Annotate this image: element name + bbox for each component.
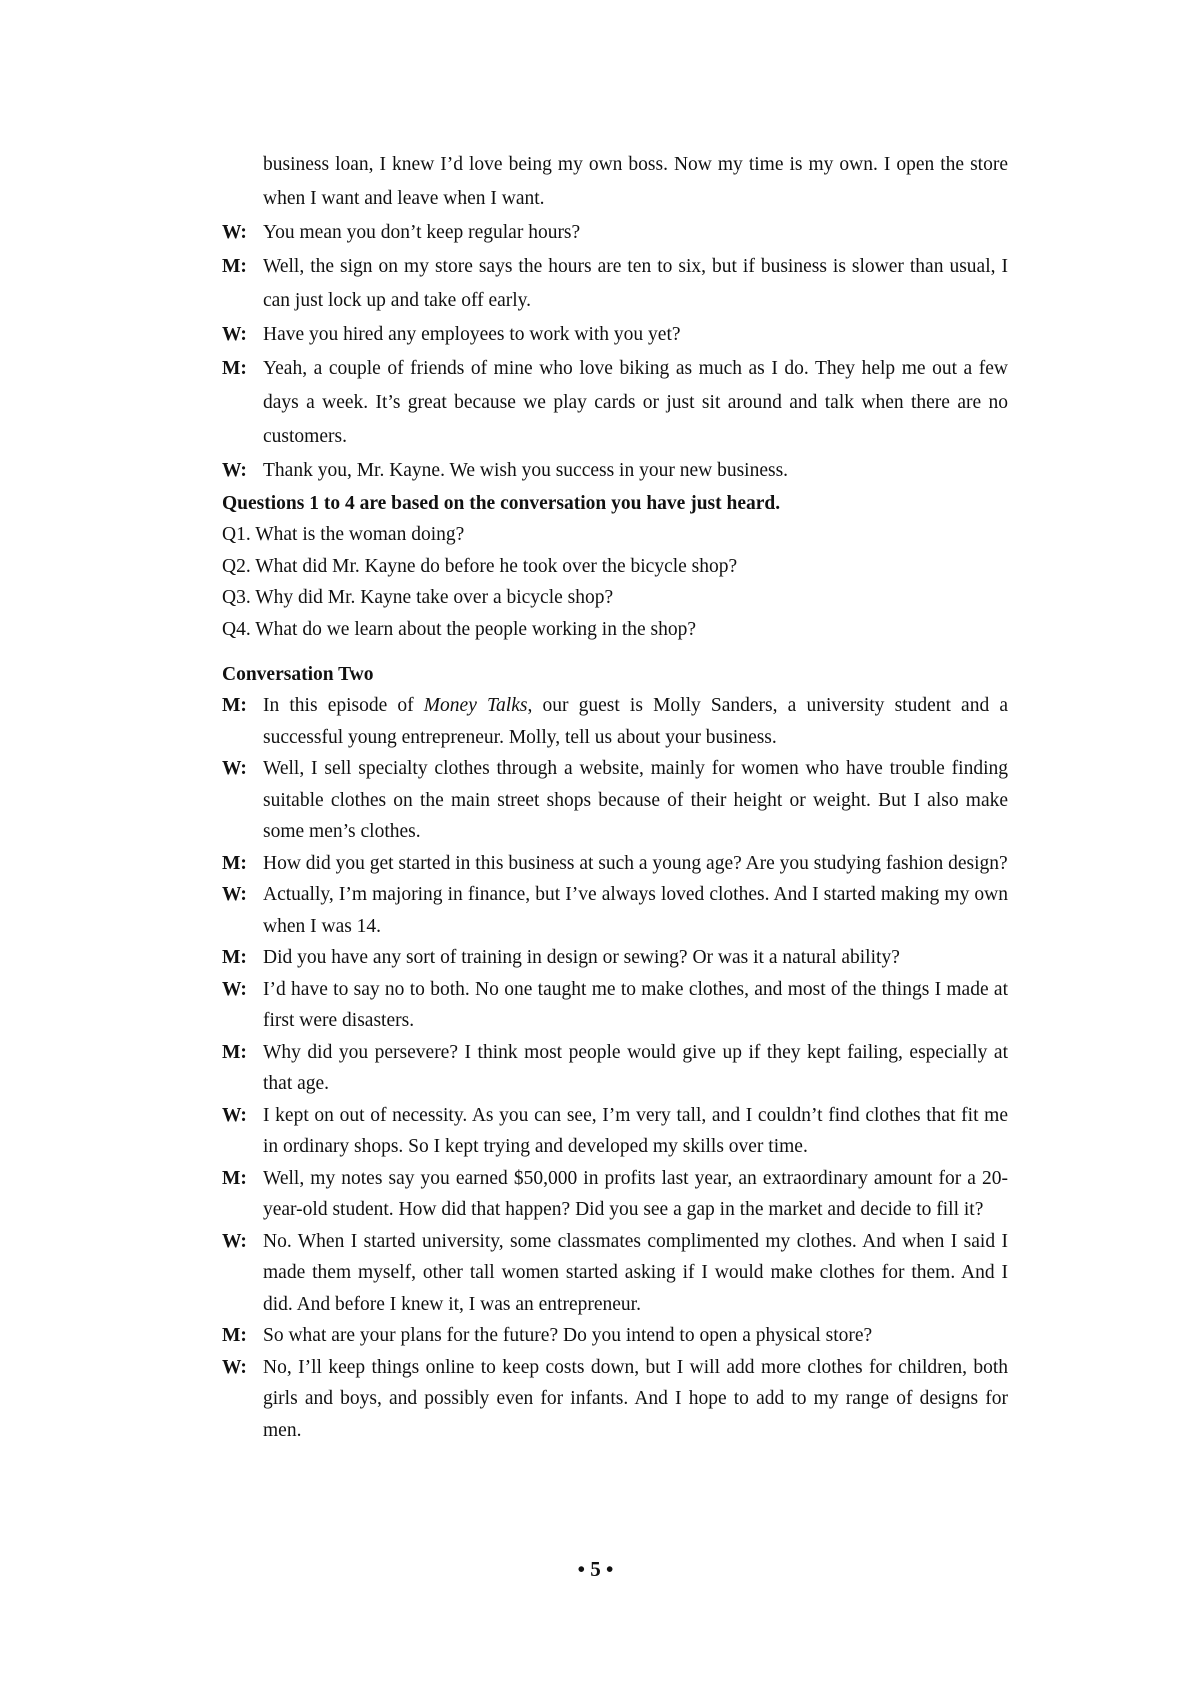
question-item: Q1. What is the woman doing?	[222, 524, 465, 545]
dialog-line	[222, 942, 1008, 974]
speaker-label: W:	[222, 758, 247, 779]
speaker-label: M:	[222, 1041, 247, 1063]
speaker-label: M:	[222, 852, 247, 874]
speaker-label: M:	[222, 947, 247, 968]
question-item: Q2. What did Mr. Kayne do before he took over the bicycle shop?	[222, 555, 738, 577]
speaker-label: W:	[222, 324, 247, 345]
speaker-label: W:	[222, 884, 247, 905]
speaker-label: W:	[222, 1104, 247, 1126]
dialog-text: Why did you persevere? I think most people would give up if they kept failing, especially at that age.	[263, 1041, 1008, 1094]
speaker-label: M:	[222, 256, 247, 277]
question-item: Q3. Why did Mr. Kayne take over a bicycle shop?	[222, 587, 614, 608]
dialog-line	[222, 1352, 1008, 1447]
dialog-text: So what are your plans for the future? Do you intend to open a physical store?	[263, 1325, 873, 1346]
dialog-line	[222, 690, 1008, 753]
questions-heading: Questions 1 to 4 are based on the conversation you have just heard.	[222, 493, 781, 514]
page-number: • 5 •	[577, 1557, 614, 1581]
section-title: Conversation Two	[222, 664, 374, 685]
dialog-line	[222, 1163, 1008, 1226]
dialog-line	[222, 318, 1008, 352]
dialog-line	[222, 1320, 1008, 1352]
speaker-label: W:	[222, 460, 247, 481]
speaker-label: M:	[222, 695, 247, 716]
dialog-text-part: In this episode of	[263, 695, 424, 716]
dialog-line	[222, 250, 1008, 318]
speaker-label: W:	[222, 222, 247, 243]
dialog-text: Well, my notes say you earned $50,000 in profits last year, an extraordinary amount for a 20-year-old student. How did that happen? Did you see a gap in the market and decide to fill it?	[263, 1167, 1008, 1220]
continuation-paragraph: business loan, I knew I’d love being my own boss. Now my time is my own. I open the store when I want and leave when I want.	[263, 154, 1008, 209]
dialog-line	[222, 1226, 1008, 1321]
dialog-line	[222, 879, 1008, 942]
dialog-line	[222, 454, 1008, 488]
dialog-text: I’d have to say no to both. No one taught me to make clothes, and most of the things I made at first were disasters.	[263, 978, 1008, 1031]
dialog-line	[222, 974, 1008, 1037]
dialog-text: Well, I sell specialty clothes through a website, mainly for women who have trouble finding suitable clothes on the main street shops because of their height or weight. But I also make some men’s clothes.	[263, 758, 1008, 842]
dialog-line	[222, 753, 1008, 848]
dialog-text: Did you have any sort of training in design or sewing? Or was it a natural ability?	[263, 947, 900, 968]
speaker-label: M:	[222, 1167, 247, 1189]
dialog-text: You mean you don’t keep regular hours?	[263, 222, 581, 243]
speaker-label: M:	[222, 1325, 247, 1346]
dialog-line	[222, 352, 1008, 454]
dialog-text: Have you hired any employees to work with you yet?	[263, 324, 681, 345]
dialog-text: Thank you, Mr. Kayne. We wish you success in your new business.	[263, 460, 789, 481]
dialog-line	[222, 1100, 1008, 1163]
dialog-text: I kept on out of necessity. As you can see, I’m very tall, and I couldn’t find clothes that fit me in ordinary shops. So I kept trying and developed my skills over time.	[263, 1104, 1008, 1157]
dialog-text: No, I’ll keep things online to keep costs down, but I will add more clothes for children, both girls and boys, and possibly even for infants. And I hope to add to my range of designs for men.	[263, 1356, 1008, 1441]
dialog-text	[263, 690, 1008, 753]
dialog-text: Yeah, a couple of friends of mine who love biking as much as I do. They help me out a few days a week. It’s great because we play cards or just sit around and talk when there are no customers.	[263, 358, 1008, 447]
dialog-text: No. When I started university, some classmates complimented my clothes. And when I said I made them myself, other tall women started asking if I would make clothes for them. And I did. And before I knew it, I was an entrepreneur.	[263, 1230, 1008, 1315]
dialog-line	[222, 216, 1008, 250]
dialog-text: How did you get started in this business at such a young age? Are you studying fashion design?	[263, 852, 1008, 874]
speaker-label: M:	[222, 358, 247, 379]
speaker-label: W:	[222, 1356, 247, 1378]
dialog-text-part: , our guest is Molly Sanders, a university student and a successful young entrepreneur. Molly, tell us about your business.	[263, 695, 1008, 748]
dialog-line	[222, 1037, 1008, 1100]
dialog-text: Actually, I’m majoring in finance, but I’ve always loved clothes. And I started making my own when I was 14.	[263, 884, 1008, 937]
speaker-label: W:	[222, 1230, 247, 1252]
question-item: Q4. What do we learn about the people working in the shop?	[222, 618, 697, 640]
dialog-text: Well, the sign on my store says the hours are ten to six, but if business is slower than usual, I can just lock up and take off early.	[263, 256, 1008, 311]
dialog-line	[222, 848, 1008, 880]
show-title: Money Talks	[423, 695, 528, 716]
page-content	[222, 148, 1008, 1446]
speaker-label: W:	[222, 978, 247, 1000]
